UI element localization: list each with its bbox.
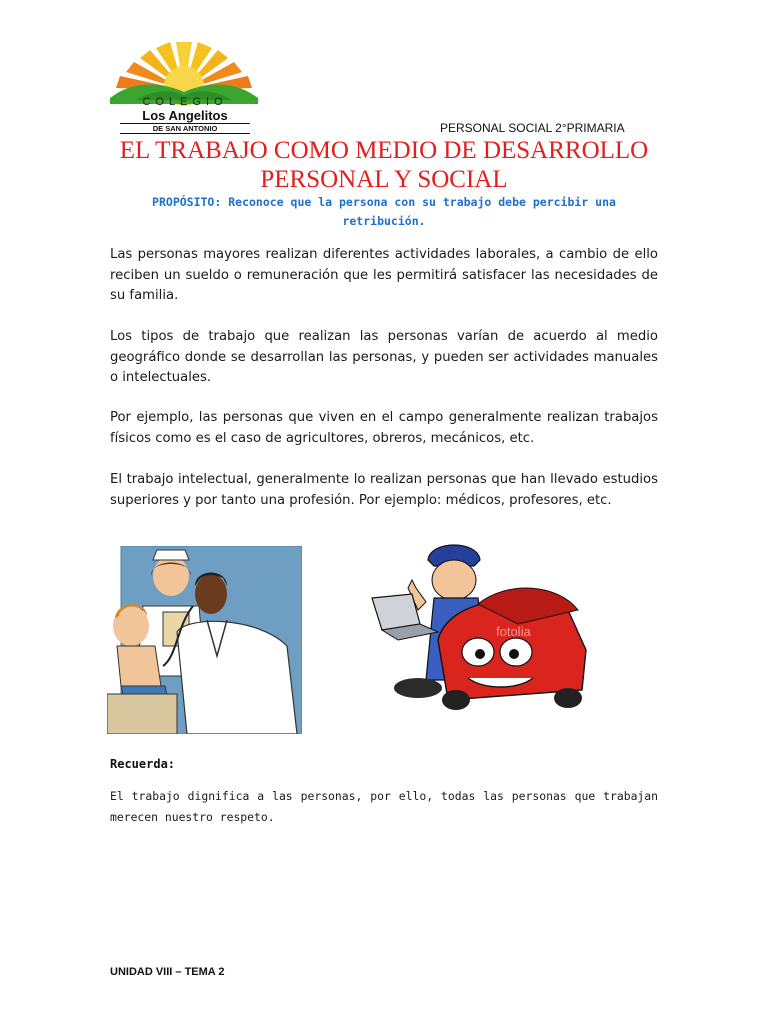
mechanic-illustration: [368, 540, 590, 715]
recuerda-heading: Recuerda:: [110, 757, 176, 771]
title-line-2: PERSONAL Y SOCIAL: [260, 166, 508, 193]
logo-colegio-text: COLEGIO: [142, 96, 228, 108]
paragraph-3: Por ejemplo, las personas que viven en el campo generalmente realizan trabajos físicos como es el caso de agricultores, obreros, mecánicos, etc.: [110, 410, 658, 446]
recuerda-text: El trabajo dignifica a las personas, por ello, todas las personas que trabajan merecen nuestro respeto.: [110, 789, 658, 824]
doctor-illustration: [107, 546, 302, 734]
page-footer: UNIDAD VIII – TEMA 2: [110, 966, 225, 978]
watermark-text: fotolia: [496, 624, 531, 639]
purpose-statement: [124, 193, 644, 231]
logo-school-name: Los Angelitos: [142, 108, 228, 123]
paragraph-4: El trabajo intelectual, generalmente lo realizan personas que han llevado estudios superiores y por tanto una profesión. Por ejemplo: médicos, profesores, etc.: [110, 472, 658, 508]
title-line-1: EL TRABAJO COMO MEDIO DE DESARROLLO: [119, 137, 649, 164]
logo-location-text: DE SAN ANTONIO: [120, 123, 250, 134]
purpose-text: Reconoce que la persona con su trabajo debe percibir una retribución.: [221, 195, 616, 228]
school-logo: [106, 38, 262, 136]
paragraph-1: Las personas mayores realizan diferentes actividades laborales, a cambio de ello reciben un sueldo o remuneración que les permitirá satisfacer las necesidades de su familia.: [110, 247, 658, 303]
purpose-label: PROPÓSITO:: [152, 195, 222, 209]
subject-grade-label: PERSONAL SOCIAL 2°PRIMARIA: [440, 121, 625, 135]
paragraph-2: Los tipos de trabajo que realizan las personas varían de acuerdo al medio geográfico donde se desarrollan las personas, y pueden ser actividades manuales o intelectuales.: [110, 329, 658, 385]
page-title: [90, 136, 678, 194]
